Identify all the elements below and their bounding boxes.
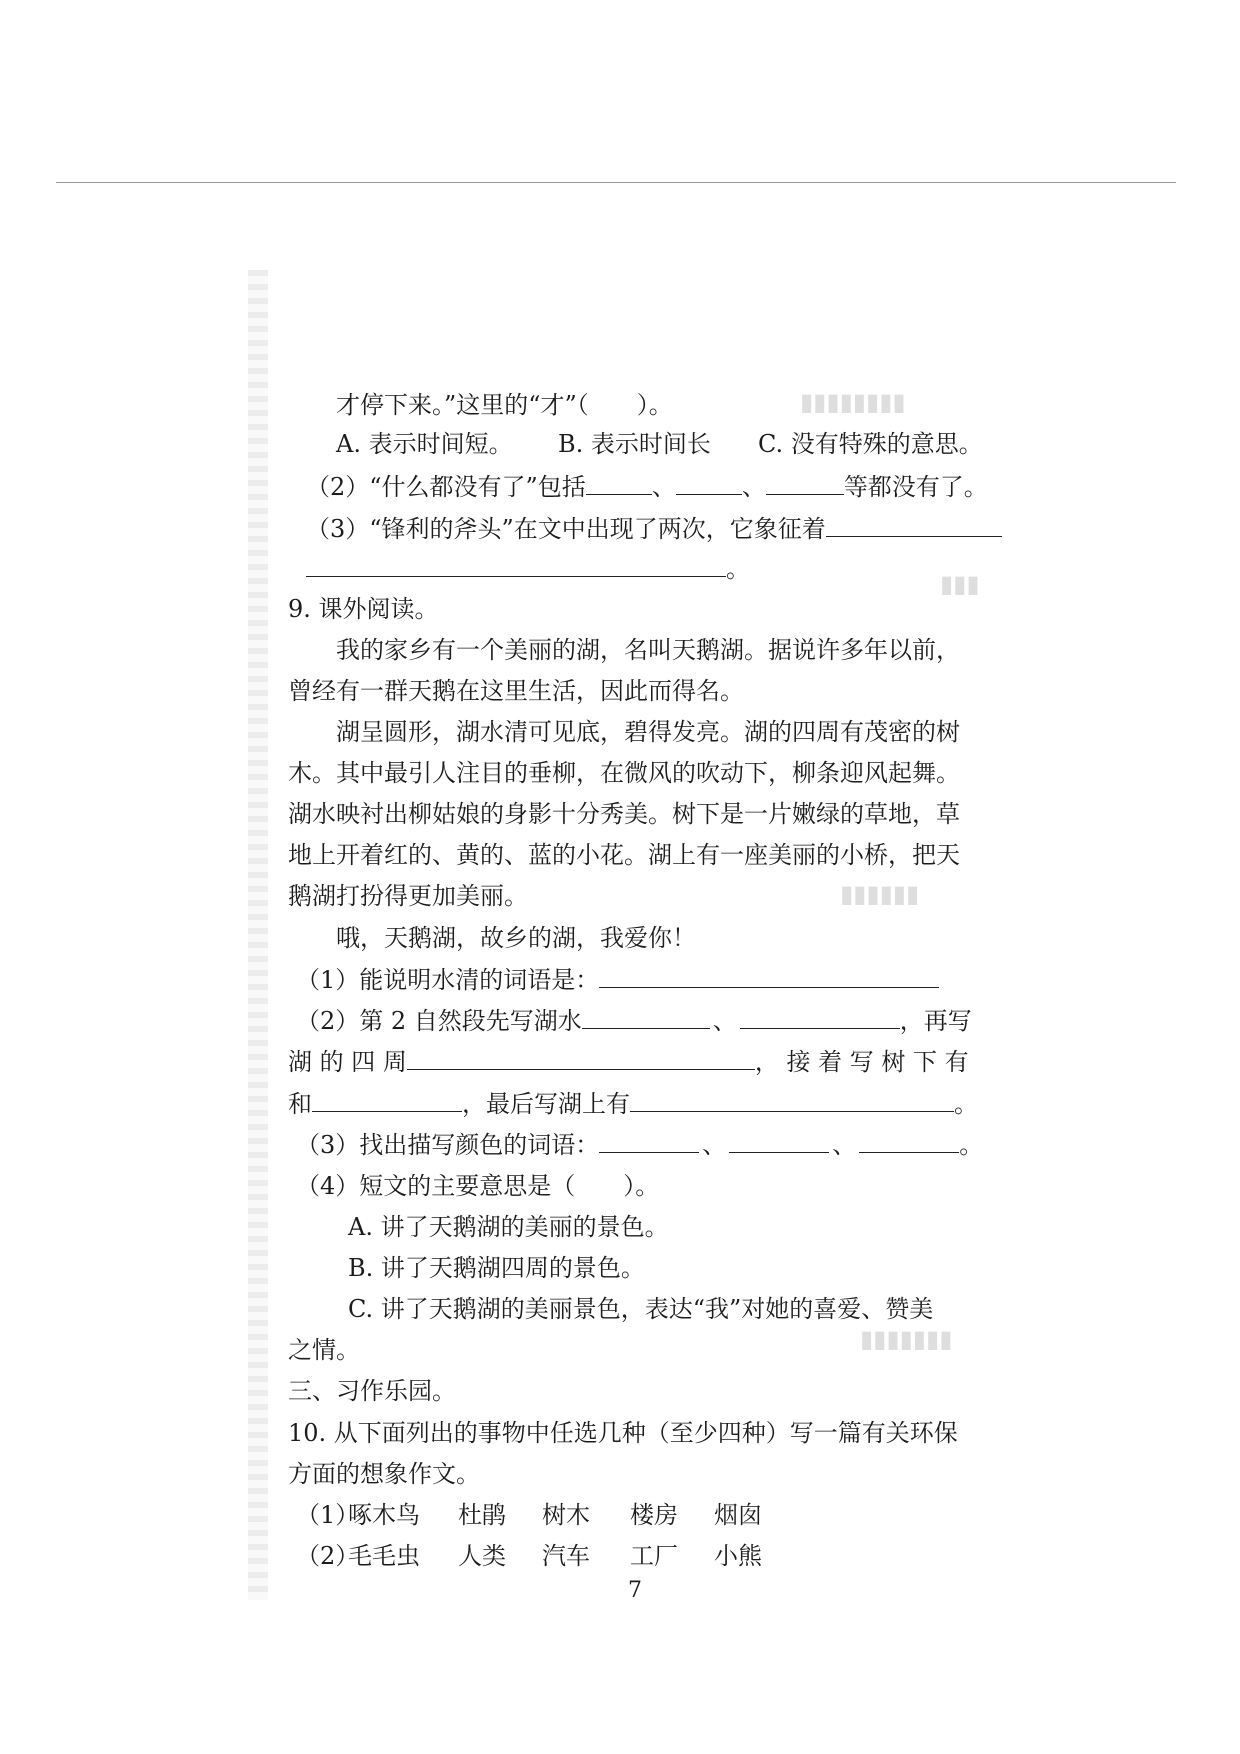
passage-text: 木。其中最引人注目的垂柳，在微风的吹动下，柳条迎风起舞。 (288, 759, 960, 787)
q9-title (288, 593, 439, 625)
option-c: C. 没有特殊的意思。 (758, 430, 983, 458)
q8-sub-2 (306, 470, 988, 503)
list-item: 小熊 (714, 1542, 762, 1570)
option-c-continued: 之情。 (288, 1336, 360, 1364)
passage-text: 哦，天鹅湖，故乡的湖，我爱你！ (336, 924, 696, 952)
answer-blank[interactable] (766, 470, 844, 495)
answer-blank[interactable] (740, 1004, 900, 1029)
list-item: 人类 (458, 1542, 506, 1570)
passage-line (336, 716, 960, 748)
answer-blank[interactable] (582, 1004, 710, 1029)
separator: 、 (741, 473, 766, 501)
passage-line (288, 839, 960, 871)
show-through-mark: ▮▮▮▮▮▮▮ (860, 1325, 953, 1353)
show-through-mark: ▮▮▮▮▮▮ (840, 880, 920, 908)
q9-option-c (348, 1293, 933, 1325)
q8-sub2-prefix: （2）“什么都没有了”包括 (306, 473, 586, 501)
list-item: 树木 (542, 1501, 590, 1529)
passage-text: 我的家乡有一个美丽的湖，名叫天鹅湖。据说许多年以前， (336, 636, 960, 664)
list-item: 汽车 (542, 1542, 590, 1570)
section-title: 三、习作乐园。 (288, 1377, 456, 1405)
list-label: （1） (296, 1501, 360, 1529)
section-3-title (288, 1375, 456, 1407)
show-through-mark: ▮▮▮ (940, 570, 980, 598)
q9-sub-1 (296, 963, 939, 996)
list-item: 啄木鸟 (348, 1501, 420, 1529)
q9-sub2-line3-prefix: 和 (288, 1090, 312, 1118)
option-b: B. 讲了天鹅湖四周的景色。 (348, 1254, 645, 1282)
q8-sub-3-cont (306, 552, 750, 585)
q9-sub2-line2-prefix: 湖 的 四 周 (288, 1048, 407, 1076)
answer-blank[interactable] (630, 1087, 954, 1112)
list-item: 杜鹃 (458, 1501, 506, 1529)
q10-line-2 (288, 1458, 480, 1490)
list-label: （2） (296, 1542, 360, 1570)
separator: 、 (712, 1007, 737, 1035)
answer-blank[interactable] (586, 470, 652, 495)
passage-line (288, 798, 960, 830)
binding-margin-strip (248, 270, 268, 1600)
passage-line (336, 634, 960, 666)
answer-blank[interactable] (729, 1128, 829, 1153)
answer-blank[interactable] (859, 1128, 959, 1153)
q9-sub-2 (296, 1004, 972, 1037)
passage-text: 湖呈圆形，湖水清可见底，碧得发亮。湖的四周有茂密的树 (336, 718, 960, 746)
q9-sub-2-line-3 (288, 1087, 978, 1120)
q9-sub2-line3-mid: ，最后写湖上有 (462, 1090, 630, 1118)
option-b: B. 表示时间长 (558, 430, 711, 458)
q9-sub-4 (296, 1170, 659, 1202)
page-top-rule (56, 182, 1176, 183)
q9-sub1-text: （1）能说明水清的词语是： (296, 966, 600, 994)
q9-sub2-prefix: （2）第 2 自然段先写湖水 (296, 1007, 582, 1035)
passage-text: 地上开着红的、黄的、蓝的小花。湖上有一座美丽的小桥，把天 (288, 841, 960, 869)
period: 。 (726, 555, 750, 583)
q8-sub3-text: （3）“锋利的斧头”在文中出现了两次，它象征着 (306, 515, 826, 543)
separator: 、 (832, 1131, 857, 1159)
q9-title-text: 9. 课外阅读。 (288, 595, 439, 623)
q9-option-c-cont (288, 1334, 360, 1366)
answer-blank[interactable] (306, 552, 726, 577)
q9-sub2-line2-suffix: ， 接 着 写 树 下 有 (754, 1048, 969, 1076)
passage-line (336, 922, 696, 954)
answer-blank[interactable] (599, 963, 939, 988)
list-item: 楼房 (630, 1501, 678, 1529)
q8-sub2-suffix: 等都没有了。 (843, 473, 988, 501)
q9-sub3-prefix: （3）找出描写颜色的词语： (296, 1131, 600, 1159)
q9-sub4-stem: （4）短文的主要意思是（ ）。 (296, 1172, 660, 1200)
list-item: 烟囱 (714, 1501, 762, 1529)
q8-line-1 (336, 389, 673, 421)
page-number: 7 (628, 1578, 642, 1603)
q10-line-1 (288, 1417, 958, 1449)
answer-blank[interactable] (676, 470, 742, 495)
option-a: A. 表示时间短。 (336, 430, 513, 458)
q9-option-a (348, 1211, 669, 1243)
period: 。 (959, 1131, 984, 1159)
q8-text: 才停下来。”这里的“才”（ ）。 (336, 391, 673, 419)
option-a: A. 讲了天鹅湖的美丽的景色。 (348, 1213, 669, 1241)
list-item: 毛毛虫 (348, 1542, 420, 1570)
separator: 、 (651, 473, 676, 501)
q8-sub-3 (306, 512, 1002, 545)
list-item: 工厂 (630, 1542, 678, 1570)
passage-text: 鹅湖打扮得更加美丽。 (288, 882, 528, 910)
period: 。 (954, 1090, 978, 1118)
passage-line (288, 757, 960, 789)
passage-line (288, 675, 744, 707)
passage-text: 曾经有一群天鹅在这里生活，因此而得名。 (288, 677, 744, 705)
option-c: C. 讲了天鹅湖的美丽景色，表达“我”对她的喜爱、赞美 (348, 1295, 934, 1323)
q9-sub-3 (296, 1128, 983, 1161)
q9-sub2-then: ，再写 (899, 1007, 972, 1035)
answer-blank[interactable] (312, 1087, 462, 1112)
show-through-mark: ▮▮▮▮▮▮▮▮ (800, 388, 906, 416)
passage-text: 湖水映衬出柳姑娘的身影十分秀美。树下是一片嫩绿的草地，草 (288, 800, 960, 828)
answer-blank[interactable] (826, 512, 1002, 537)
answer-blank[interactable] (407, 1045, 755, 1070)
q10-text: 方面的想象作文。 (288, 1460, 480, 1488)
q9-option-b (348, 1252, 645, 1284)
q9-sub-2-line-2 (288, 1045, 969, 1078)
q10-text: 10. 从下面列出的事物中任选几种（至少四种）写一篇有关环保 (288, 1419, 958, 1447)
passage-line (288, 880, 528, 912)
answer-blank[interactable] (599, 1128, 699, 1153)
separator: 、 (702, 1131, 727, 1159)
